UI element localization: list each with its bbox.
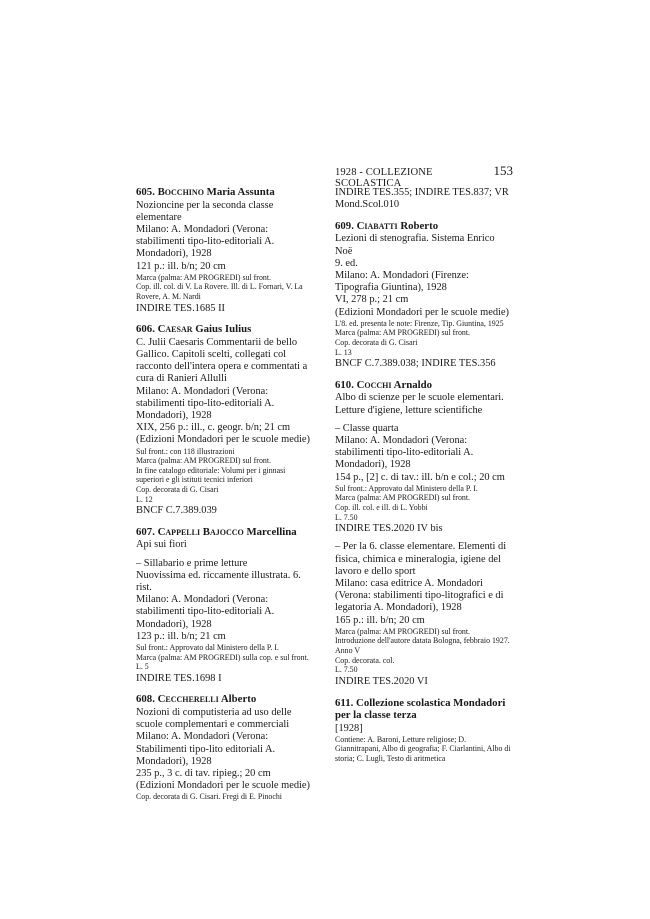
author-given-name: Arnaldo (393, 378, 433, 391)
entry-location: INDIRE TES.1685 II (136, 302, 225, 314)
catalog-entry (335, 187, 513, 211)
entry-detail: Milano: A. Mondadori (Verona: stabilimenti tipo-lito-editoriali A. Mondadori), 1928 (335, 435, 474, 471)
entry-note: L. 7.50 (335, 512, 358, 522)
entry-heading (136, 186, 314, 199)
entry-location: INDIRE TES.1698 I (136, 672, 222, 684)
entry-note: L. 5 (136, 662, 149, 672)
entry-heading (335, 379, 513, 392)
entry-note: Cop. ill. col. e ill. di L. Yobbi (335, 503, 428, 513)
entry-note: L. 12 (136, 494, 153, 504)
entry-number: 605. (136, 186, 155, 198)
entry-note: Marca (palma: AM PROGREDI) sul front. (335, 626, 470, 636)
entry-note: Marca (palma: AM PROGREDI) sul front. (335, 328, 470, 338)
author-given-name: Roberto (400, 219, 439, 232)
author-given-name: Marcellina (246, 525, 297, 538)
entry-location: BNCF C.7.389.039 (136, 505, 217, 517)
right-column (335, 186, 513, 772)
catalog-entry (335, 379, 513, 688)
entry-note: Marca (palma: AM PROGREDI) sul front. (136, 456, 271, 466)
entry-location: INDIRE TES.2020 IV bis (335, 523, 443, 535)
entry-number: 606. (136, 323, 155, 336)
entry-note: Marca (palma: AM PROGREDI) sulla cop. e sul front. (136, 652, 309, 662)
entry-detail: Nuovissima ed. riccamente illustrata. 6. rist. (136, 569, 301, 593)
entry-note: Marca (palma: AM PROGREDI) sul front. (136, 272, 271, 282)
entry-note: Marca (palma: AM PROGREDI) sul front. (335, 493, 470, 503)
entry-note: Cop. decorata di G. Cisari (136, 484, 219, 494)
entry-note: Sul front.: Approvato dal Ministero della P. I. (335, 483, 478, 493)
entry-detail: 154 p., [2] c. di tav.: ill. b/n e col.; 20 cm (335, 471, 505, 483)
entry-number: 608. (136, 693, 155, 706)
entry-number: 609. (335, 219, 354, 232)
entry-detail: – Sillabario e prime letture (136, 557, 248, 569)
entry-detail: VI, 278 p.; 21 cm (335, 294, 409, 306)
author-given-name: Collezione scolastica Mondadori per la classe terza (335, 696, 506, 721)
entry-detail: (Edizioni Mondadori per le scuole medie) (136, 780, 310, 792)
page-number: 153 (493, 163, 513, 178)
entry-detail: 121 p.: ill. b/n; 20 cm (136, 260, 226, 272)
entry-heading (335, 220, 513, 233)
catalog-entry (136, 186, 314, 315)
entry-detail: 235 p., 3 c. di tav. ripieg.; 20 cm (136, 767, 271, 779)
entry-title: C. Julii Caesaris Commentarii de bello Gallico. Capitoli scelti, collegati col racconto dell'intera opera e commentati a cura di Ranieri Allulli (136, 336, 308, 385)
entry-heading (136, 323, 314, 336)
entry-title: Nozioni di computisteria ad uso delle scuole complementari e commerciali (136, 706, 292, 731)
entry-note: Cop. decorata di G. Cisari (335, 338, 418, 348)
entry-detail: (Edizioni Mondadori per le scuole medie) (335, 306, 509, 318)
entry-detail: Milano: A. Mondadori (Firenze: Tipografia Giuntina), 1928 (335, 270, 469, 294)
author-surname: Ciabatti (356, 219, 398, 232)
entry-note: L'8. ed. presenta le note: Firenze, Tip. Giuntina, 1925 (335, 318, 504, 328)
catalog-entry (136, 693, 314, 802)
entry-number: 610. (335, 378, 354, 391)
entry-detail: (Edizioni Mondadori per le scuole medie) (136, 434, 310, 446)
catalog-entry (136, 323, 314, 517)
author-surname: Bocchino (157, 186, 204, 198)
entry-location: INDIRE TES.2020 VI (335, 675, 428, 687)
entry-detail: Milano: A. Mondadori (Verona: stabilimenti tipo-lito-editoriali A. Mondadori), 1928 (136, 594, 275, 630)
entry-detail: – Per la 6. classe elementare. Elementi di fisica, chimica e mineralogia, igiene del lavoro e dello sport (335, 541, 507, 577)
entry-title: Lezioni di stenografia. Sistema Enrico Noë (335, 233, 495, 257)
entry-location: BNCF C.7.389.038; INDIRE TES.356 (335, 358, 496, 370)
author-given-name: Gaius Iulius (195, 323, 252, 336)
entry-note: Cop. decorata di G. Cisari. Fregi di E. Pinochi (136, 792, 282, 802)
entry-heading (136, 693, 314, 706)
author-given-name: Alberto (220, 693, 257, 706)
entry-title: Api sui fiori (136, 539, 187, 551)
author-surname: Caesar (157, 323, 193, 336)
catalog-entry (136, 526, 314, 685)
entry-detail: 165 p.: ill. b/n; 20 cm (335, 614, 425, 626)
entry-title: Albo di scienze per le scuole elementari. Letture d'igiene, letture scientifiche (335, 392, 504, 416)
entry-note: In fine catalogo editoriale: Volumi per i ginnasi superiori e gli istituti tecnici inferiori (136, 465, 286, 485)
entry-note: Introduzione dell'autore datata Bologna, febbraio 1927. Anno V (335, 636, 510, 656)
author-given-name: Maria Assunta (206, 186, 275, 198)
entry-note: Sul front.: Approvato dal Ministero della P. I. (136, 642, 279, 652)
entry-detail: XIX, 256 p.: ill., c. geogr. b/n; 21 cm (136, 422, 291, 434)
entry-note: L. 13 (335, 347, 352, 357)
entry-detail: Milano: A. Mondadori (Verona: stabilimenti tipo-lito-editoriali A. Mondadori), 1928 (136, 223, 275, 260)
entry-detail: 9. ed. (335, 257, 358, 269)
entry-heading (335, 697, 513, 722)
catalog-entry (335, 220, 513, 371)
entry-detail: Milano: A. Mondadori (Verona: stabilimenti tipo-lito-editoriali A. Mondadori), 1928 (136, 385, 275, 421)
entry-detail: Milano: casa editrice A. Mondadori (Verona: stabilimenti tipo-litografici e di legatoria A. Mondadori), 1928 (335, 578, 504, 614)
entry-location: INDIRE TES.355; INDIRE TES.837; VR Mond.Scol.010 (335, 187, 509, 211)
entry-detail: 123 p.: ill. b/n; 21 cm (136, 630, 226, 642)
entry-note: L. 7.50 (335, 665, 358, 675)
running-header-title: 1928 - COLLEZIONE SCOLASTICA (335, 167, 433, 189)
entry-number: 611. (335, 696, 354, 709)
entry-note: Sul front.: con 118 illustrazioni (136, 446, 235, 456)
entry-detail: Milano: A. Mondadori (Verona: Stabilimenti tipo-lito editoriali A. Mondadori), 1928 (136, 731, 276, 767)
entry-number: 607. (136, 525, 155, 538)
author-surname: Cappelli Bajocco (157, 525, 244, 538)
left-column (136, 186, 314, 810)
entry-detail: [1928] (335, 722, 363, 734)
entry-detail: – Classe quarta (335, 422, 399, 434)
entry-title: Nozioncine per la seconda classe elementare (136, 199, 274, 223)
entry-heading (136, 526, 314, 539)
entry-note: Contiene: A. Baroni, Letture religiose; D. Giannitrapani, Albo di geografia; F. Ciarlantini, Albo di storia; C. Lugli, Testo di aritmetica (335, 734, 511, 763)
author-surname: Cocchi (356, 378, 392, 391)
catalog-entry (335, 697, 513, 764)
author-surname: Ceccherelli (157, 693, 219, 706)
entry-note: Cop. ill. col. di V. La Rovere. Ill. di L. Fornari, V. La Rovere, A. M. Nardi (136, 282, 303, 301)
entry-note: Cop. decorata. col. (335, 655, 395, 665)
